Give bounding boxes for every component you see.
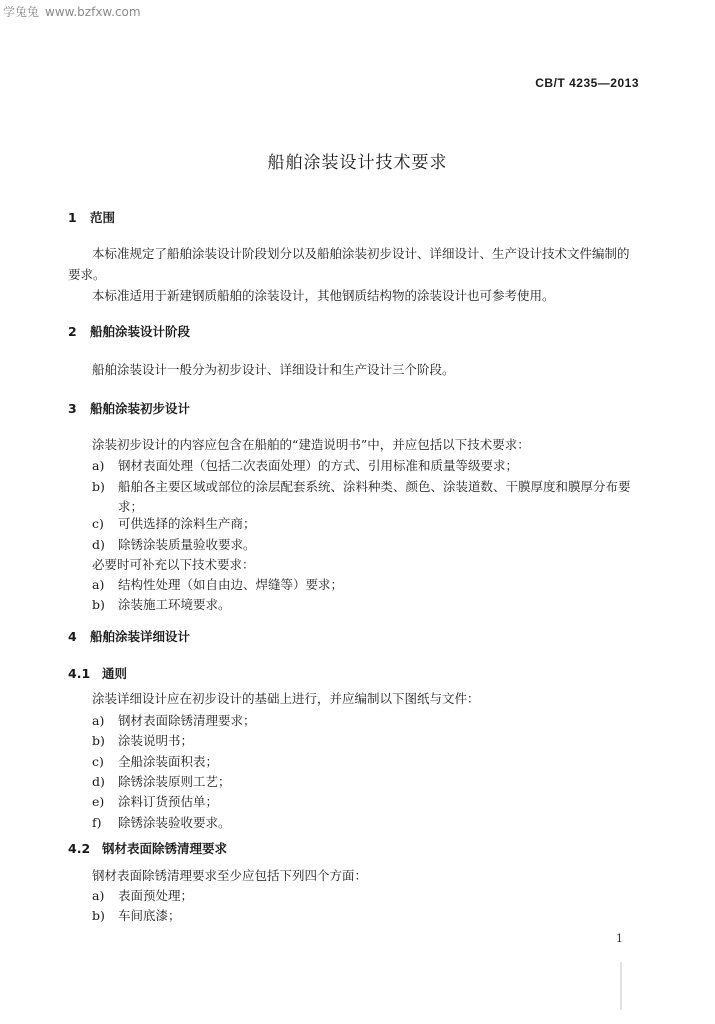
list-item-label: b) [92,597,105,612]
list-item-label: a) [92,458,105,473]
list-item [92,752,218,770]
section-number: 4.1 [68,666,91,681]
list-item-text: 结构性处理（如自由边、焊缝等）要求； [118,577,344,592]
list-item [92,535,256,553]
list-item [92,772,231,790]
document-title: 船舶涂装设计技术要求 [267,153,448,173]
page-number: 1 [616,932,623,945]
list-item-text: 钢材表面处理（包括二次表面处理）的方式、引用标准和质量等级要求； [118,458,519,473]
list-item-label: c) [92,516,104,531]
section-1-paragraph-1-cont: 要求。 [68,267,106,282]
list-item-label: a) [92,888,105,903]
section-number: 4.2 [68,841,91,856]
list-item-label: b) [92,733,105,748]
list-item-text: 表面预处理； [118,888,194,903]
standard-code: CB/T 4235—2013 [535,76,639,90]
list-item-text-cont: 求； [118,499,144,514]
list-item [92,813,231,831]
list-item [92,792,218,810]
list-item [92,595,231,613]
list-item-text: 涂装施工环境要求。 [118,597,231,612]
list-item-label: d) [92,774,105,789]
list-item [92,711,256,729]
subsection-4-1-heading [68,664,127,682]
watermark [3,3,141,20]
list-item-text: 涂料订货预估单； [118,794,219,809]
section-number: 2 [68,324,77,339]
section-number: 1 [68,210,77,225]
section-3-heading [68,399,190,417]
list-item-label: b) [92,479,105,494]
subsection-4-2-heading [68,839,227,857]
list-item-label: e) [92,794,105,809]
list-item [92,514,256,532]
section-title: 船舶涂装详细设计 [90,629,191,644]
section-number: 3 [68,401,77,416]
list-item [92,456,518,474]
section-number: 4 [68,629,77,644]
section-2-heading [68,322,190,340]
subsection-4-1-intro: 涂装详细设计应在初步设计的基础上进行，并应编制以下图纸与文件： [92,691,480,706]
section-title: 钢材表面除锈清理要求 [102,841,228,856]
section-title: 通则 [102,666,128,681]
list-item-text: 可供选择的涂料生产商； [118,516,256,531]
section-2-paragraph: 船舶涂装设计一般分为初步设计、详细设计和生产设计三个阶段。 [92,362,455,377]
list-item-text: 车间底漆； [118,908,181,923]
section-title: 船舶涂装设计阶段 [90,324,191,339]
list-item-label: c) [92,754,104,769]
list-item [92,477,631,495]
list-item-label: a) [92,577,105,592]
list-item-label: b) [92,908,105,923]
list-item [92,906,181,924]
list-item-text: 除锈涂装质量验收要求。 [118,537,256,552]
section-title: 船舶涂装初步设计 [90,401,191,416]
list-item-text: 除锈涂装验收要求。 [118,815,231,830]
list-item-text: 全船涂装面积表； [118,754,219,769]
list-item [92,886,193,904]
section-3-intro: 涂装初步设计的内容应包含在船舶的“建造说明书”中，并应包括以下技术要求： [92,437,530,452]
list-item-label: f) [92,815,102,830]
list-item [92,731,193,749]
watermark-site: 学兔兔 [3,5,40,19]
list-item-text: 涂装说明书； [118,733,194,748]
section-3-extra-intro: 必要时可补充以下技术要求： [92,557,255,572]
section-4-heading [68,627,190,645]
list-item-text: 除锈涂装原则工艺； [118,774,231,789]
list-item-text: 钢材表面除锈清理要求； [118,713,256,728]
list-item-label: d) [92,537,105,552]
list-item-text: 船舶各主要区域或部位的涂层配套系统、涂料种类、颜色、涂装道数、干膜厚度和膜厚分布要 [118,479,631,494]
list-item-label: a) [92,713,105,728]
section-title: 范围 [90,210,116,225]
section-1-paragraph-2: 本标准适用于新建钢质船舶的涂装设计，其他钢质结构物的涂装设计也可参考使用。 [92,288,555,303]
watermark-url: www.bzfxw.com [45,5,141,19]
scan-artifact [620,962,622,1010]
section-1-paragraph-1: 本标准规定了船舶涂装设计阶段划分以及船舶涂装初步设计、详细设计、生产设计技术文件编制的 [92,246,630,261]
subsection-4-2-intro: 钢材表面除锈清理要求至少应包括下列四个方面： [92,868,368,883]
list-item [92,575,343,593]
section-1-heading [68,208,115,226]
